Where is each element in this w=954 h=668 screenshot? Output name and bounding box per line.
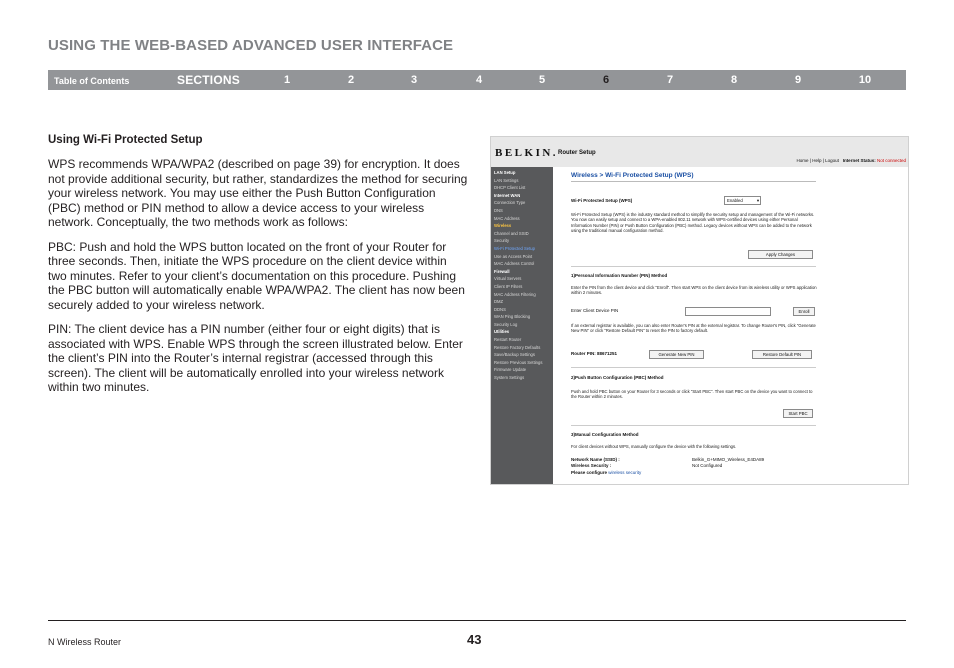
- section-divider: [571, 425, 816, 426]
- sidebar-menu-item[interactable]: System Settings: [494, 375, 525, 381]
- sidebar-menu-item[interactable]: LAN Settings: [494, 177, 519, 183]
- sidebar-menu-item[interactable]: Save/Backup Settings: [494, 352, 535, 358]
- wireless-security-link[interactable]: wireless security: [608, 470, 642, 475]
- sidebar-menu-item[interactable]: MAC Address Filtering: [494, 291, 536, 297]
- client-pin-label: Enter Client Device PIN: [571, 308, 619, 313]
- sidebar-menu-item[interactable]: MAC Address: [494, 215, 520, 221]
- router-top-links: [797, 158, 906, 163]
- sidebar-menu-item[interactable]: DMZ: [494, 299, 504, 305]
- sidebar-menu-item[interactable]: DDNS: [494, 306, 506, 312]
- chevron-down-icon: ▾: [756, 198, 759, 203]
- configure-security-line: [571, 470, 641, 476]
- section-divider: [571, 266, 816, 267]
- sidebar-menu-item[interactable]: DHCP Client List: [494, 185, 526, 191]
- article-paragraph-pbc: PBC: Push and hold the WPS button located on the front of your Router for three seconds. Then, initiate the WPS procedure on the client device within two minutes. Refer to your client’s documentation on this procedure. Pushing the PBC button will automatically enable WPA/WPA2. The client has now been securely added to your wireless network.: [48, 239, 465, 312]
- restore-default-pin-button[interactable]: Restore Default PIN: [752, 350, 812, 359]
- home-help-logout-links: Home | Help | Logout: [796, 158, 839, 163]
- table-of-contents-link[interactable]: Table of Contents: [54, 76, 130, 86]
- enroll-button[interactable]: Enroll: [793, 307, 815, 316]
- pin-method-description: Enter the PIN from the client device and click "Enroll". Then start WPS on the client device from its wireless utility or WPS application within 2 minutes.: [571, 285, 817, 296]
- page-header-title: USING THE WEB-BASED ADVANCED USER INTERFACE: [48, 37, 454, 54]
- router-setup-title: Router Setup: [558, 150, 596, 156]
- network-name-label: Network Name (SSID) :: [571, 457, 620, 462]
- client-pin-input[interactable]: [685, 307, 771, 316]
- sidebar-menu-item[interactable]: Client IP Filters: [494, 283, 523, 289]
- section-link-9[interactable]: 9: [794, 74, 802, 86]
- router-sidebar-menu: [491, 167, 553, 485]
- wps-enable-select[interactable]: [724, 196, 761, 205]
- router-content-pane: [571, 167, 901, 484]
- article-body: [48, 134, 468, 405]
- sidebar-menu-item[interactable]: MAC Address Control: [494, 261, 535, 267]
- article-paragraph-pin: PIN: The client device has a PIN number (either four or eight digits) that is associated with WPS. Enable WPS through the screen illustrated below. Enter the client’s PIN into the Router’s internal registrar (accessed through this screen). The client will be automatically enrolled into your wireless network within two minutes.: [48, 322, 463, 394]
- sidebar-menu-item[interactable]: Connection Type: [494, 200, 526, 206]
- configure-prefix: Please configure: [571, 470, 608, 475]
- footer-product-name: N Wireless Router: [48, 637, 122, 647]
- sidebar-menu-item: Internet WAN: [494, 192, 521, 198]
- section-link-10[interactable]: 10: [858, 74, 872, 86]
- footer-rule: [48, 620, 906, 621]
- network-name-value: Belkin_G+MIMO_Wireless_E4DA89: [692, 457, 765, 462]
- sidebar-menu-item: Utilities: [494, 329, 510, 335]
- section-link-1[interactable]: 1: [283, 74, 291, 86]
- wireless-security-value: Not Configured: [692, 463, 723, 468]
- sidebar-menu-item[interactable]: Security Log: [494, 321, 518, 327]
- section-link-3[interactable]: 3: [410, 74, 418, 86]
- sidebar-menu-item[interactable]: Security: [494, 238, 510, 244]
- section-link-6-active[interactable]: 6: [602, 74, 610, 86]
- internet-status-value: Not connected: [876, 158, 906, 163]
- sections-label: SECTIONS: [177, 73, 240, 87]
- article-paragraph-wps: WPS recommends WPA/WPA2 (described on page 39) for encryption. It does not provide additional security, but rather, standardizes the method for securing your wireless network. You may use either the Push Button Configuration (PBC) method or PIN method to allow a device access to your wireless network. Conceptually, the two methods work as follows:: [48, 157, 468, 229]
- section-link-4[interactable]: 4: [475, 74, 483, 86]
- page-number: 43: [467, 632, 482, 647]
- wps-description: Wi-Fi Protected Setup (WPS) is the industry standard method to simplify the security setup and management of the Wi-Fi networks. You now can easily setup and connect to a WPA-enabled 802.11 network with WPS-certified devices using either Personal Information Number (PIN) or Push Button Configuration (PBC) method. Legacy devices without WPS can be added to the network using the traditional manual configuration method.: [571, 212, 815, 234]
- external-registrar-description: If an external registrar is available, you can also enter Router's PIN at the external registrar. To change Router's PIN, click "Generate New PIN" or click "Restore Default PIN" to reset the PIN to factory default.: [571, 323, 816, 334]
- router-setup-screenshot: [490, 136, 909, 485]
- sidebar-menu-item: Firewall: [494, 268, 510, 274]
- sidebar-menu-item[interactable]: Firmware Update: [494, 367, 527, 373]
- sidebar-menu-item[interactable]: Wireless: [494, 223, 512, 229]
- wps-label: Wi-Fi Protected Setup (WPS): [571, 198, 633, 203]
- sidebar-menu-item[interactable]: Virtual Servers: [494, 276, 522, 282]
- sidebar-menu-item[interactable]: Channel and SSID: [494, 230, 529, 236]
- section-link-8[interactable]: 8: [730, 74, 738, 86]
- section-navbar: [48, 70, 906, 90]
- apply-changes-button[interactable]: Apply Changes: [748, 250, 813, 259]
- start-pbc-button[interactable]: Start PBC: [783, 409, 813, 418]
- sidebar-menu-item: LAN Setup: [494, 170, 516, 175]
- wps-select-value: Enabled: [727, 198, 743, 203]
- pbc-method-description: Push and hold PBC button on your Router for 3 seconds or click "Start PBC". Then start PBC on the device you want to connect to the Router within 2 minutes.: [571, 389, 813, 400]
- article-heading: Using Wi-Fi Protected Setup: [48, 134, 203, 146]
- generate-new-pin-button[interactable]: Generate New PIN: [649, 350, 704, 359]
- section-link-7[interactable]: 7: [666, 74, 674, 86]
- manual-method-heading: 3)Manual Configuration Method: [571, 432, 639, 437]
- router-pin-value: Router PIN: 88671251: [571, 351, 618, 356]
- section-link-5[interactable]: 5: [538, 74, 546, 86]
- sidebar-menu-item[interactable]: Restart Router: [494, 337, 522, 343]
- router-breadcrumb: Wireless > Wi-Fi Protected Setup (WPS): [571, 172, 694, 179]
- sidebar-menu-item[interactable]: Restore Previous Settings: [494, 359, 543, 365]
- pin-method-heading: 1)Personal Information Number (PIN) Method: [571, 273, 668, 278]
- sidebar-menu-item[interactable]: Restore Factory Defaults: [494, 344, 541, 350]
- breadcrumb-divider: [571, 181, 816, 182]
- pbc-method-heading: 2)Push Button Configuration (PBC) Method: [571, 375, 664, 380]
- manual-method-description: For client devices without WPS, manually configure the device with the following settings.: [571, 444, 737, 449]
- internet-status-label: Internet Status:: [842, 158, 876, 163]
- wireless-security-label: Wireless Security :: [571, 463, 612, 468]
- sidebar-menu-item[interactable]: Wi-Fi Protected Setup: [494, 245, 535, 251]
- sidebar-menu-item[interactable]: Use as Access Point: [494, 253, 533, 259]
- sidebar-menu-item[interactable]: WAN Ping Blocking: [494, 314, 531, 320]
- section-divider: [571, 367, 816, 368]
- belkin-logo: BELKIN.: [495, 147, 559, 159]
- sidebar-menu-item[interactable]: DNS: [494, 207, 503, 213]
- section-link-2[interactable]: 2: [347, 74, 355, 86]
